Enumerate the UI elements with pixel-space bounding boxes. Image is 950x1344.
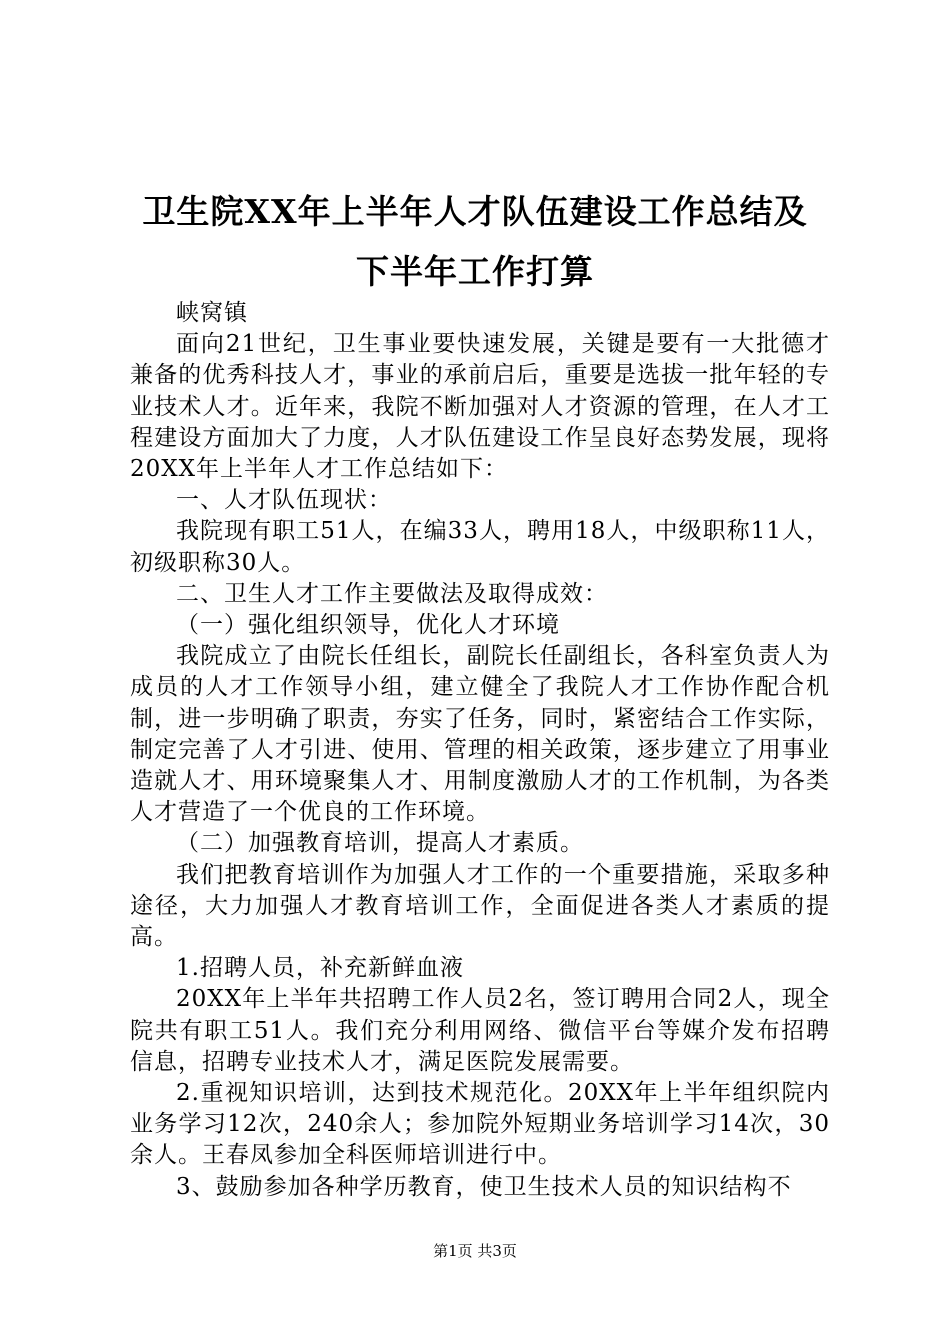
page-footer: 第1页 共3页 bbox=[433, 1242, 517, 1260]
list-item-heading: 1.招聘人员，补充新鲜血液 bbox=[176, 955, 464, 982]
section-heading: 二、卫生人才工作主要做法及取得成效： bbox=[176, 580, 608, 607]
title-line-2: 下半年工作打算 bbox=[356, 252, 594, 291]
paragraph: 20XX年上半年共招聘工作人员2名，签订聘用合同2人，现全院共有职工51人。我们充分利用网络、微信平台等媒介发布招聘信息，招聘专业技术人才，满足医院发展需要。 bbox=[130, 986, 830, 1075]
subsection-heading: （一）强化组织领导，优化人才环境 bbox=[176, 612, 560, 639]
document-body bbox=[130, 298, 830, 1203]
paragraph: 2.重视知识培训，达到技术规范化。20XX年上半年组织院内业务学习12次，240余人；参加院外短期业务培训学习14次，30余人。王春凤参加全科医师培训进行中。 bbox=[130, 1080, 830, 1169]
author-line: 峡窝镇 bbox=[176, 300, 248, 326]
paragraph-intro: 面向21世纪，卫生事业要快速发展，关键是要有一大批德才兼备的优秀科技人才，事业的承前启后，重要是选拔一批年轻的专业技术人才。近年来，我院不断加强对人才资源的管理，在人才工程建设方面加大了力度，人才队伍建设工作呈良好态势发展，现将20XX年上半年人才工作总结如下： bbox=[130, 331, 830, 483]
section-heading: 一、人才队伍现状： bbox=[176, 487, 392, 514]
document-title bbox=[60, 182, 890, 302]
paragraph: 我院成立了由院长任组长，副院长任副组长，各科室负责人为成员的人才工作领导小组，建立健全了我院人才工作协作配合机制，进一步明确了职责，夯实了任务，同时，紧密结合工作实际，制定完善了人才引进、使用、管理的相关政策，逐步建立了用事业造就人才、用环境聚集人才、用制度激励人才的工作机制，为各类人才营造了一个优良的工作环境。 bbox=[130, 643, 830, 826]
paragraph: 我院现有职工51人，在编33人，聘用18人，中级职称11人，初级职称30人。 bbox=[130, 518, 830, 576]
subsection-heading: （二）加强教育培训，提高人才素质。 bbox=[176, 830, 584, 857]
paragraph: 我们把教育培训作为加强人才工作的一个重要措施，采取多种途径，大力加强人才教育培训工作，全面促进各类人才素质的提高。 bbox=[130, 861, 830, 951]
title-line-1: 卫生院XX年上半年人才队伍建设工作总结及 bbox=[142, 192, 808, 231]
paragraph: 3、鼓励参加各种学历教育，使卫生技术人员的知识结构不 bbox=[176, 1173, 792, 1200]
